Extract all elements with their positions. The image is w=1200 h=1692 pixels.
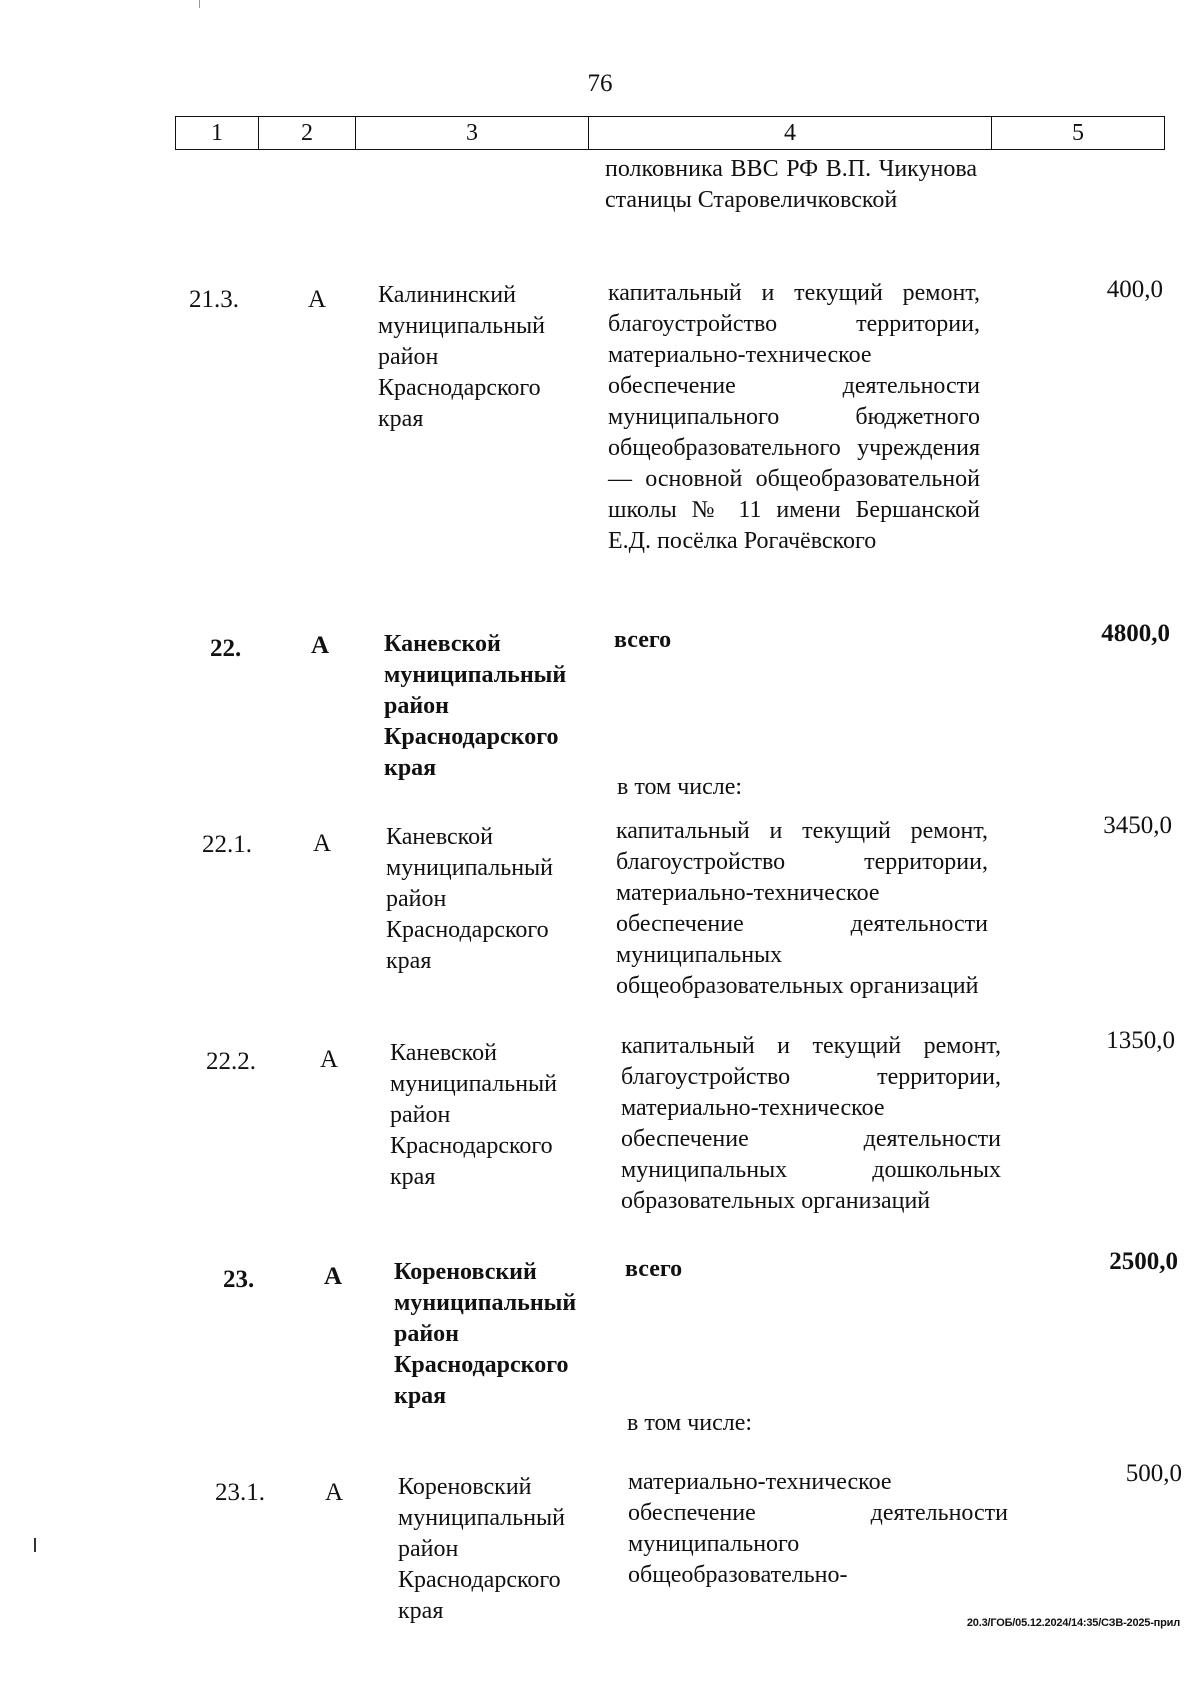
row-amount: 2500,0 <box>1109 1248 1178 1275</box>
row-purpose: капитальный и текущий ремонт, благоустройство территории, материально-техническое обеспечение деятельности муниципального бюджетного общеобразовательного учреждения — основной общеобразовательной школы № 11 имени Бершанской Е.Д. посёлка Рогачёвского <box>608 280 980 554</box>
row-amount: 500,0 <box>1125 1460 1182 1487</box>
row-col2: А <box>320 1046 339 1073</box>
row-number: 23.1. <box>215 1479 265 1506</box>
row-col2: А <box>324 1263 343 1290</box>
row-purpose: капитальный и текущий ремонт, благоустройство территории, материально-техническое обеспечение деятельности муниципальных общеобразовательных организаций <box>616 818 988 999</box>
row-number: 23. <box>223 1266 255 1293</box>
row-amount: 1350,0 <box>1106 1027 1175 1054</box>
row-amount: 4800,0 <box>1101 620 1170 647</box>
row-purpose: капитальный и текущий ремонт, благоустройство территории, материально-техническое обеспечение деятельности муниципальных дошкольных образовательных организаций <box>621 1033 1001 1214</box>
row-district: Кореновский муниципальный район Краснодарского края <box>398 1474 566 1624</box>
row-purpose: материально-техническое обеспечение деятельности муниципального общеобразовательно- <box>628 1469 1008 1588</box>
scan-tick-mark <box>199 0 200 8</box>
row-amount: 400,0 <box>1106 276 1163 303</box>
column-header-2: 2 <box>259 117 356 150</box>
row-district: Калининский муниципальный район Краснодарского края <box>378 282 546 432</box>
row-district: Каневской муниципальный район Краснодарского края <box>384 631 567 781</box>
row-col2: А <box>313 830 332 857</box>
row-col2: А <box>311 632 330 659</box>
column-header-4: 4 <box>589 117 992 150</box>
document-footer-code: 20.3/ГОБ/05.12.2024/14:35/СЗВ-2025-прил <box>966 1617 1180 1629</box>
row-amount: 3450,0 <box>1103 812 1172 839</box>
row-purpose: всего <box>625 1256 683 1282</box>
row-number: 21.3. <box>189 286 239 313</box>
row-district: Кореновский муниципальный район Краснодарского края <box>394 1259 577 1409</box>
row-note: в том числе: <box>617 774 743 800</box>
row-number: 22. <box>210 635 242 662</box>
row-district: Каневской муниципальный район Краснодарского края <box>390 1040 558 1190</box>
column-header-3: 3 <box>356 117 589 150</box>
scan-margin-mark <box>34 1538 36 1552</box>
row-district: Каневской муниципальный район Краснодарского края <box>386 824 554 974</box>
column-header-5: 5 <box>992 117 1165 150</box>
column-header-table <box>175 116 1165 150</box>
row-number: 22.1. <box>202 831 252 858</box>
page-number: 76 <box>587 70 613 97</box>
row-purpose: всего <box>614 627 672 653</box>
column-header-1: 1 <box>176 117 259 150</box>
row-note: в том числе: <box>627 1410 753 1436</box>
row-col2: А <box>325 1479 344 1506</box>
row-col2: А <box>308 286 327 313</box>
row-number: 22.2. <box>206 1048 256 1075</box>
continuation-text: полковника ВВС РФ В.П. Чикунова станицы Старовеличковской <box>605 156 977 213</box>
